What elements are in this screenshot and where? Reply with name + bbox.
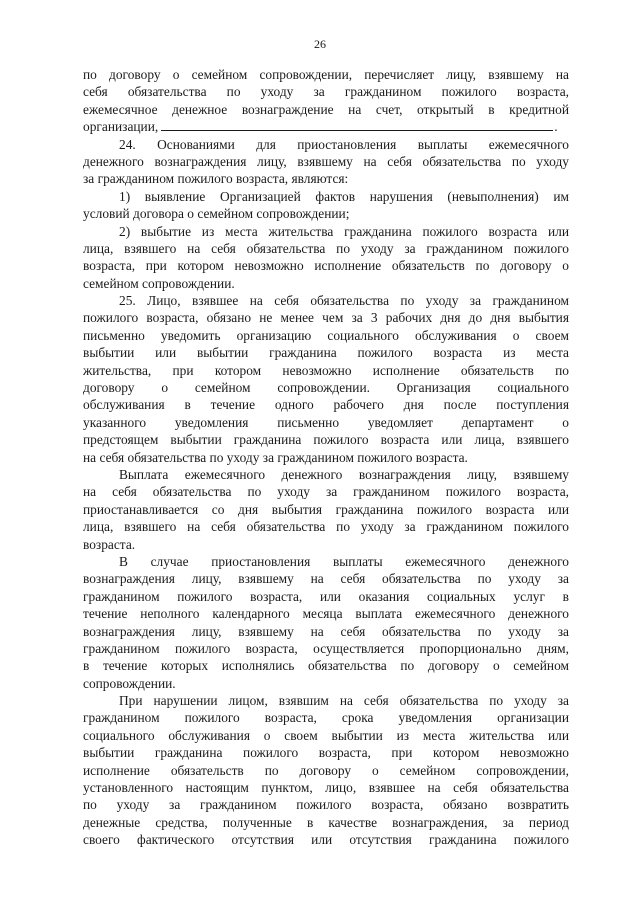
text-line: денежные средства, полученные в качестве вознаграждения, за период (83, 814, 569, 830)
page-number: 26 (314, 37, 326, 51)
paragraph-violation-refund (83, 692, 569, 849)
text-line: гражданином пожилого возраста, осуществляется пропорционально дням, (83, 640, 569, 656)
text-line: пожилого возраста, обязано не менее чем за 3 рабочих дня до дня выбытия (83, 310, 569, 326)
text-line: сопровождении. (83, 675, 176, 691)
paragraph-24 (83, 136, 569, 188)
text-line: лица, взявшего на себя обязательства по уходу за гражданином пожилого (83, 519, 569, 535)
text-line: договору о семейном сопровождении. Организация социального (83, 380, 569, 396)
document-body (83, 66, 569, 849)
text-line: 24. Основаниями для приостановления выплаты ежемесячного (119, 136, 569, 152)
text-line: В случае приостановления выплаты ежемесячного денежного (119, 553, 569, 569)
blank-suffix: . (554, 119, 558, 135)
text-line: на себя обязательства по уходу за гражданином пожилого возраста. (83, 449, 468, 465)
paragraph-24-item-2 (83, 223, 569, 293)
text-line: себя обязательства по уходу за гражданином пожилого возраста, (83, 84, 569, 100)
paragraph-proportional-payment (83, 553, 569, 692)
text-line: письменно уведомить организацию социального обслуживания о своем (83, 327, 569, 343)
text-line: в течение которых исполнялись обязательства по договору о семейном (83, 658, 569, 674)
text-line: указанного уведомления письменно уведомляет департамент о (83, 414, 569, 430)
paragraph-payment-suspension (83, 466, 569, 553)
paragraph-continuation (83, 66, 569, 136)
text-line: вознаграждения лицу, взявшему на себя обязательства по уходу за (83, 623, 569, 639)
text-line: лица, взявшего на себя обязательства по уходу за гражданином пожилого (83, 240, 569, 256)
blank-prefix: организации, (83, 119, 159, 135)
text-line: предстоящем выбытии гражданина пожилого возраста или лица, взявшего (83, 432, 569, 448)
text-line: гражданином пожилого возраста, или оказания социальных услуг в (83, 588, 569, 604)
text-line: гражданином пожилого возраста, срока уведомления организации (83, 710, 569, 726)
text-line: течение неполного календарного месяца выплата ежемесячного денежного (83, 606, 569, 622)
text-line: по уходу за гражданином пожилого возраста, обязано возвратить (83, 797, 569, 813)
text-line: обслуживания в течение одного рабочего дня после поступления (83, 397, 569, 413)
fill-in-blank (161, 118, 553, 131)
text-line: Выплата ежемесячного денежного вознаграждения лицу, взявшему (119, 466, 569, 482)
text-line: приостанавливается со дня выбытия гражданина пожилого возраста или (83, 501, 569, 517)
text-line: за гражданином пожилого возраста, являются: (83, 171, 349, 187)
text-line: жительства, при котором невозможно исполнение обязательств по (83, 362, 569, 378)
text-line: на себя обязательства по уходу за гражданином пожилого возраста, (83, 484, 569, 500)
text-line: денежного вознаграждения лицу, взявшему на себя обязательства по уходу (83, 153, 569, 169)
text-line: своего фактического отсутствия или отсутствия гражданина пожилого (83, 832, 569, 848)
text-line: возраста, при котором невозможно исполнение обязательств по договору о (83, 258, 569, 274)
text-line: 2) выбытие из места жительства гражданина пожилого возраста или (119, 223, 569, 239)
text-line: по договору о семейном сопровождении, перечисляет лицу, взявшему на (83, 67, 569, 82)
text-line: условий договора о семейном сопровождении; (83, 206, 350, 222)
paragraph-25 (83, 292, 569, 466)
text-line: выбытии или выбытии гражданина пожилого возраста из места (83, 345, 569, 361)
text-line: установленного настоящим пунктом, лицо, взявшее на себя обязательства (83, 780, 569, 796)
text-line: выбытии гражданина пожилого возраста, при котором невозможно (83, 745, 569, 761)
text-line: семейном сопровождении. (83, 275, 235, 291)
text-line: вознаграждения лицу, взявшему на себя обязательства по уходу за (83, 571, 569, 587)
text-line: исполнение обязательств по договору о семейном сопровождении, (83, 762, 569, 778)
text-line: социального обслуживания о своем выбытии из места жительства или (83, 727, 569, 743)
text-line: 25. Лицо, взявшее на себя обязательства по уходу за гражданином (119, 293, 569, 309)
text-line-with-blank (83, 118, 569, 135)
text-line: При нарушении лицом, взявшим на себя обязательства по уходу за (119, 693, 569, 709)
text-line: 1) выявление Организацией фактов нарушения (невыполнения) им (119, 188, 569, 204)
paragraph-24-item-1 (83, 188, 569, 223)
text-line: возраста. (83, 536, 136, 552)
text-line: ежемесячное денежное вознаграждение на счет, открытый в кредитной (83, 101, 569, 117)
